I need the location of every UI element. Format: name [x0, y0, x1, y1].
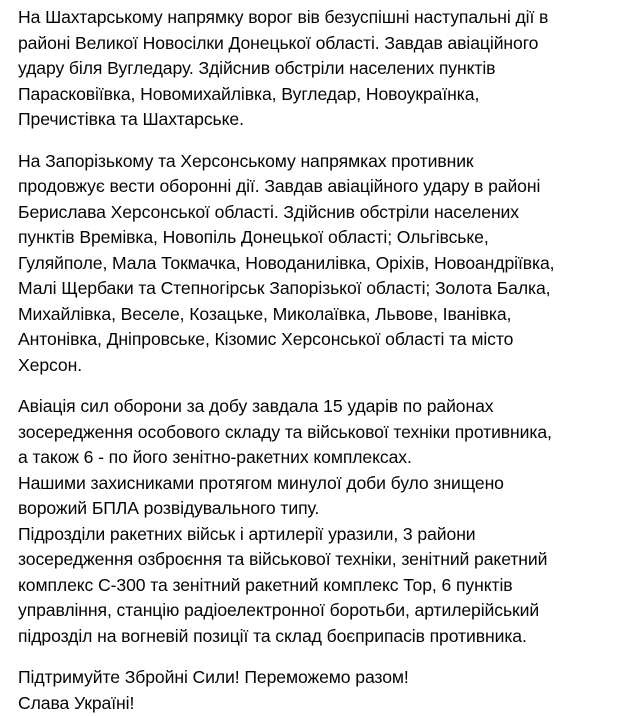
text-line: Авіація сил оборони за добу завдала 15 ударів по районах: [18, 394, 612, 420]
text-line: продовжує вести оборонні дії. Завдав авіаційного удару в районі: [18, 174, 612, 200]
text-line: зосередження озброєння та військової техніки, зенітний ракетний: [18, 547, 612, 573]
text-line: На Шахтарському напрямку ворог вів безуспішні наступальні дії в: [18, 5, 612, 31]
text-line: зосередження особового складу та військової техніки противника,: [18, 420, 612, 446]
text-line: підрозділ на вогневій позиції та склад боєприпасів противника.: [18, 624, 612, 650]
text-line: Херсон.: [18, 353, 612, 379]
text-line: управління, станцію радіоелектронної боротьби, артилерійський: [18, 598, 612, 624]
text-line: Підтримуйте Збройні Сили! Переможемо разом!: [18, 665, 612, 691]
paragraph-shakhtarsk-direction: [18, 5, 612, 133]
text-line: пунктів Времівка, Новопіль Донецької області; Ольгівське,: [18, 225, 612, 251]
text-line: Берислава Херсонської області. Здійснив обстріли населених: [18, 200, 612, 226]
paragraph-zaporizhzhia-kherson-directions: [18, 149, 612, 379]
text-line: Антонівка, Дніпровське, Кізомис Херсонської області та місто: [18, 327, 612, 353]
text-line: Пречистівка та Шахтарське.: [18, 107, 612, 133]
text-line: удару біля Вугледару. Здійснив обстріли населених пунктів: [18, 56, 612, 82]
text-line: ворожий БПЛА розвідувального типу.: [18, 496, 612, 522]
text-line: Підрозділи ракетних військ і артилерії уразили, 3 райони: [18, 522, 612, 548]
text-line: Слава Україні!: [18, 691, 612, 716]
text-line: Парасковіївка, Новомихайлівка, Вугледар, Новоукраїнка,: [18, 82, 612, 108]
text-line: комплекс С-300 та зенітний ракетний комплекс Тор, 6 пунктів: [18, 573, 612, 599]
text-line: Михайлівка, Веселе, Козацьке, Миколаївка, Львове, Іванівка,: [18, 302, 612, 328]
paragraph-aviation-artillery: [18, 394, 612, 649]
text-line: а також 6 - по його зенітно-ракетних комплексах.: [18, 445, 612, 471]
text-line: На Запорізькому та Херсонському напрямках противник: [18, 149, 612, 175]
text-line: Нашими захисниками протягом минулої доби було знищено: [18, 471, 612, 497]
text-line: Малі Щербаки та Степногірськ Запорізької області; Золота Балка,: [18, 276, 612, 302]
text-line: районі Великої Новосілки Донецької області. Завдав авіаційного: [18, 31, 612, 57]
text-line: Гуляйполе, Мала Токмачка, Новоданилівка, Оріхів, Новоандріївка,: [18, 251, 612, 277]
paragraph-closing: [18, 665, 612, 716]
